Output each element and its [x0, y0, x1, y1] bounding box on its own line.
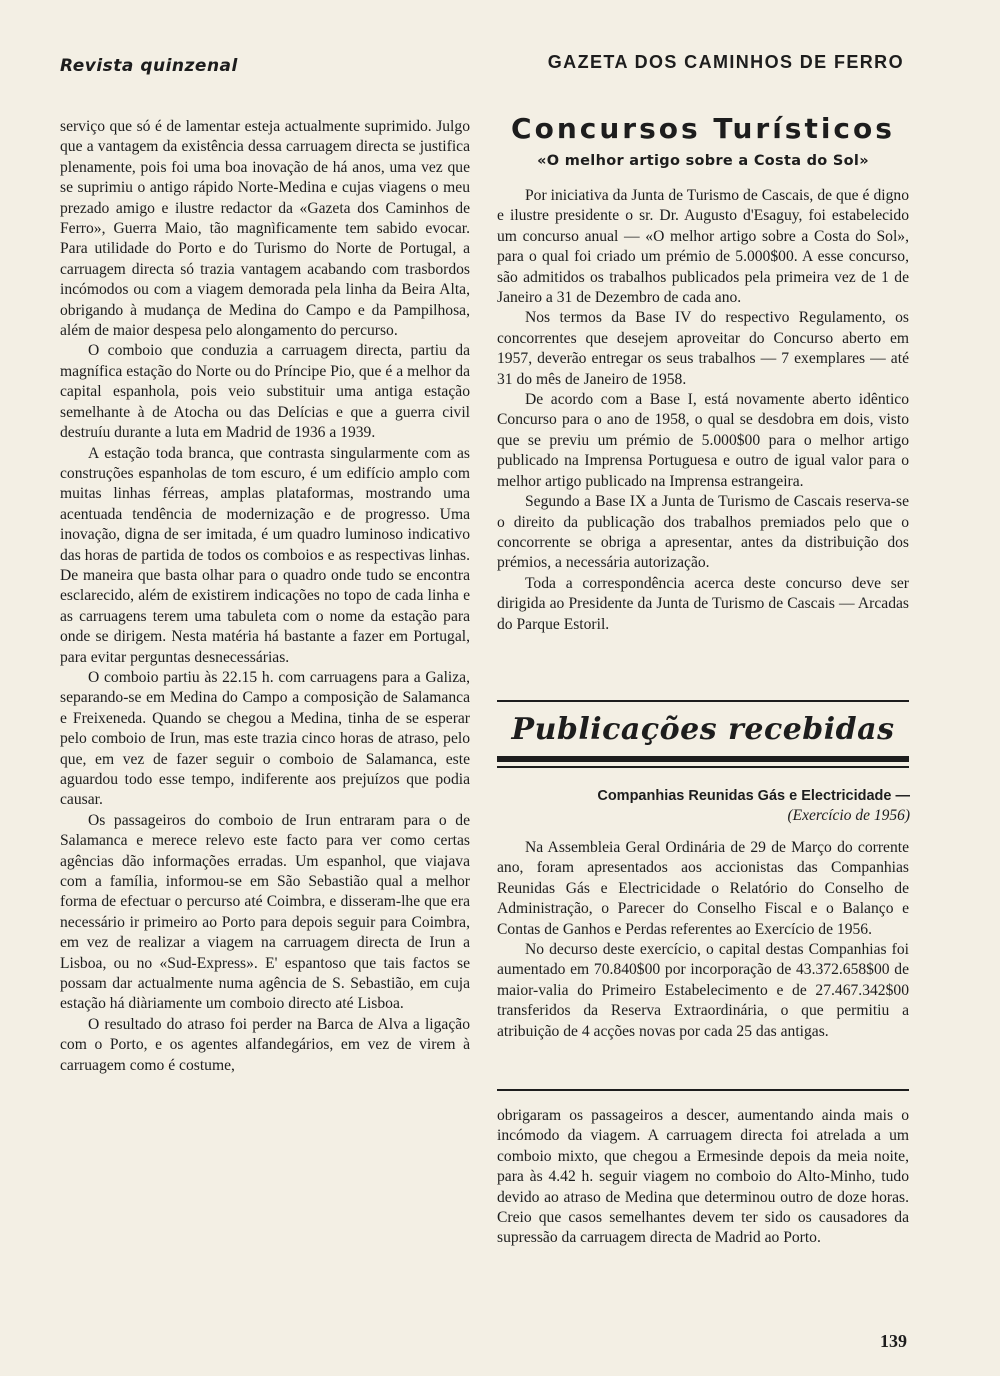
concursos-paragraph: Toda a correspondência acerca deste concurso deve ser dirigida ao Presidente da Junta de Turismo de Cascais — Arcadas do Parque Estoril.: [497, 574, 909, 633]
article-paragraph: serviço que só é de lamentar esteja actualmente suprimido. Julgo que a vantagem da existência dessa carruagem directa se justifica plenamente, pois foi uma boa inovação de há anos, uma vez que se suprimiu o antigo rápido Norte-Medina e cujas viagens o meu prezado amigo e ilustre redactor da «Gazeta dos Caminhos de Ferro», Guerra Maio, tão magnìficamente tem sabido evocar. Para utilidade do Porto e do Turismo do Norte de Portugal, a carruagem directa só trazia vantagem acabando com trasbordos incómodos ou com a viagem demorada pela linha da Beira Alta, obrigando à mudança de Medina do Campo e da Pampilhosa, além de maior despesa pelo alongamento do percurso.: [60, 118, 470, 340]
magazine-subtitle: Revista quinzenal: [60, 56, 238, 76]
page-number: 139: [880, 1331, 907, 1351]
publicacoes-paragraph: Na Assembleia Geral Ordinária de 29 de Março do corrente ano, foram apresentados aos accionistas das Companhias Reunidas Gás e Electricidade o Relatório do Conselho de Administração, o Parecer do Conselho Fiscal e o Balanço e Contas de Ganhos e Perdas referentes ao Exercício de 1956.: [497, 839, 909, 938]
left-column-article: [60, 117, 470, 1076]
article-paragraph: Os passageiros do comboio de Irun entraram para o de Salamanca e merece relevo este facto para ver como certas agências dão informações erradas. Um espanhol, que viajava com a família, informou-se em São Sebastião qual a melhor forma de efectuar o percurso até Coimbra, e disseram-lhe que era necessário ir primeiro ao Porto para depois seguir para Coimbra, em vez de realizar a viagem na carruagem directa de Irun a Lisboa, ou no «Sud-Express». E' espantoso que tais factos se possam dar actualmente numa agência de S. Sebastião, em cuja estação há diàriamente um comboio directo até Lisboa.: [60, 811, 470, 1013]
heading-underline-thin: [497, 766, 909, 768]
article-paragraph: A estação toda branca, que contrasta singularmente com as construções espanholas de tom escuro, é um edifício amplo com muitas linhas férreas, amplas plataformas, mostrando uma acentuada tendência de modernização e de progresso. Uma inovação, digna de ser imitada, é um quadro luminoso indicativo das horas de partida de todos os comboios e as respectivas linhas. De maneira que basta olhar para o quadro onde tudo se encontra esclarecido, além de existirem indicações no topo de cada linha e as carruagens terem uma tabuleta com o nome da estação para onde se dirigem. Nesta matéria há bastante a fazer em Portugal, para evitar perguntas desnecessárias.: [60, 444, 470, 666]
heading-underline-thick: [497, 756, 909, 762]
publicacoes-heading: Publicações recebidas: [511, 712, 895, 747]
publicacoes-paragraph: No decurso deste exercício, o capital destas Companhias foi aumentado em 70.840$00 por incorporação de 43.372.658$00 de maior-valia do Primeiro Estabelecimento e de 27.467.342$00 transferidos da Reserva Extraordinária, o que permitiu a atribuição de 4 acções novas por cada 25 das antigas.: [497, 941, 909, 1040]
company-name: Companhias Reunidas Gás e Electricidade —: [597, 788, 910, 804]
article-paragraph: O resultado do atraso foi perder na Barca de Alva a ligação com o Porto, e os agentes alfandegários, em vez de virem à carruagem como é costume,: [60, 1015, 470, 1074]
concursos-body: [497, 186, 909, 635]
concursos-paragraph: De acordo com a Base I, está novamente aberto idêntico Concurso para o ano de 1958, o qual se desdobra em dois, visto que se previu um prémio de 5.000$00 para o melhor artigo publicado na Imprensa Portuguesa e outro de igual valor para o melhor artigo publicado na Imprensa estrangeira.: [497, 391, 909, 490]
publication-entry-title: [560, 786, 910, 826]
section-divider: [497, 1089, 909, 1091]
article-paragraph: O comboio que conduzia a carruagem directa, partiu da magnífica estação do Norte ou do Príncipe Pio, que é a melhor da capital espanhola, pois veio substituir uma antiga estação semelhante à de Atocha ou das Delícias e que a guerra civil destruíu durante a luta em Madrid de 1936 a 1939.: [60, 342, 470, 442]
article-continuation: [497, 1106, 909, 1249]
article-paragraph: O comboio partiu às 22.15 h. com carruagens para a Galiza, separando-se em Medina do Campo a composição de Salamanca e Freixeneda. Quando se chegou a Medina, tinha de se esperar pelo comboio de Irun, mas este trazia cinco horas de atraso, pelo que, em vez de fazer seguir o comboio de Salamanca, este aguardou todo esse tempo, indiferente aos prejuízos que podia causar.: [60, 668, 470, 809]
concursos-heading: Concursos Turísticos: [511, 112, 895, 145]
concursos-paragraph: Segundo a Base IX a Junta de Turismo de Cascais reserva-se o direito da publicação dos trabalhos premiados pelo que o concorrente se obriga a apresentar, antes da distribuição dos prémios, a necessária autorização.: [497, 493, 909, 572]
publicacoes-body: [497, 838, 909, 1042]
article-paragraph: obrigaram os passageiros a descer, aumentando ainda mais o incómodo da viagem. A carruagem directa foi atrelada a um comboio mixto, que chegou a Ermesinde depois da meia noite, para às 4.42 h. seguir viagem no comboio do Alto-Minho, tudo devido ao atraso de Medina que determinou outro de doze horas. Creio que casos semelhantes devem ter sido os causadores da supressão da carruagem directa de Madrid ao Porto.: [497, 1107, 909, 1247]
concursos-paragraph: Nos termos da Base IV do respectivo Regulamento, os concorrentes que desejem aproveitar do Concurso aberto em 1957, deverão entregar os seus trabalhos — 7 exemplares — até 31 do mês de Janeiro de 1958.: [497, 309, 909, 388]
magazine-title: GAZETA DOS CAMINHOS DE FERRO: [547, 52, 904, 72]
exercise-year: (Exercício de 1956): [787, 807, 910, 824]
section-divider: [497, 700, 909, 702]
concursos-subheading: «O melhor artigo sobre a Costa do Sol»: [537, 153, 869, 169]
concursos-paragraph: Por iniciativa da Junta de Turismo de Cascais, de que é digno e ilustre presidente o sr. Dr. Augusto d'Esaguy, foi estabelecido um concurso anual — «O melhor artigo sobre a Costa do Sol», para o qual foi criado um prémio de 5.000$00. A esse concurso, são admitidos os trabalhos publicados pela primeira vez de 1 de Janeiro a 31 de Dezembro de cada ano.: [497, 187, 909, 307]
